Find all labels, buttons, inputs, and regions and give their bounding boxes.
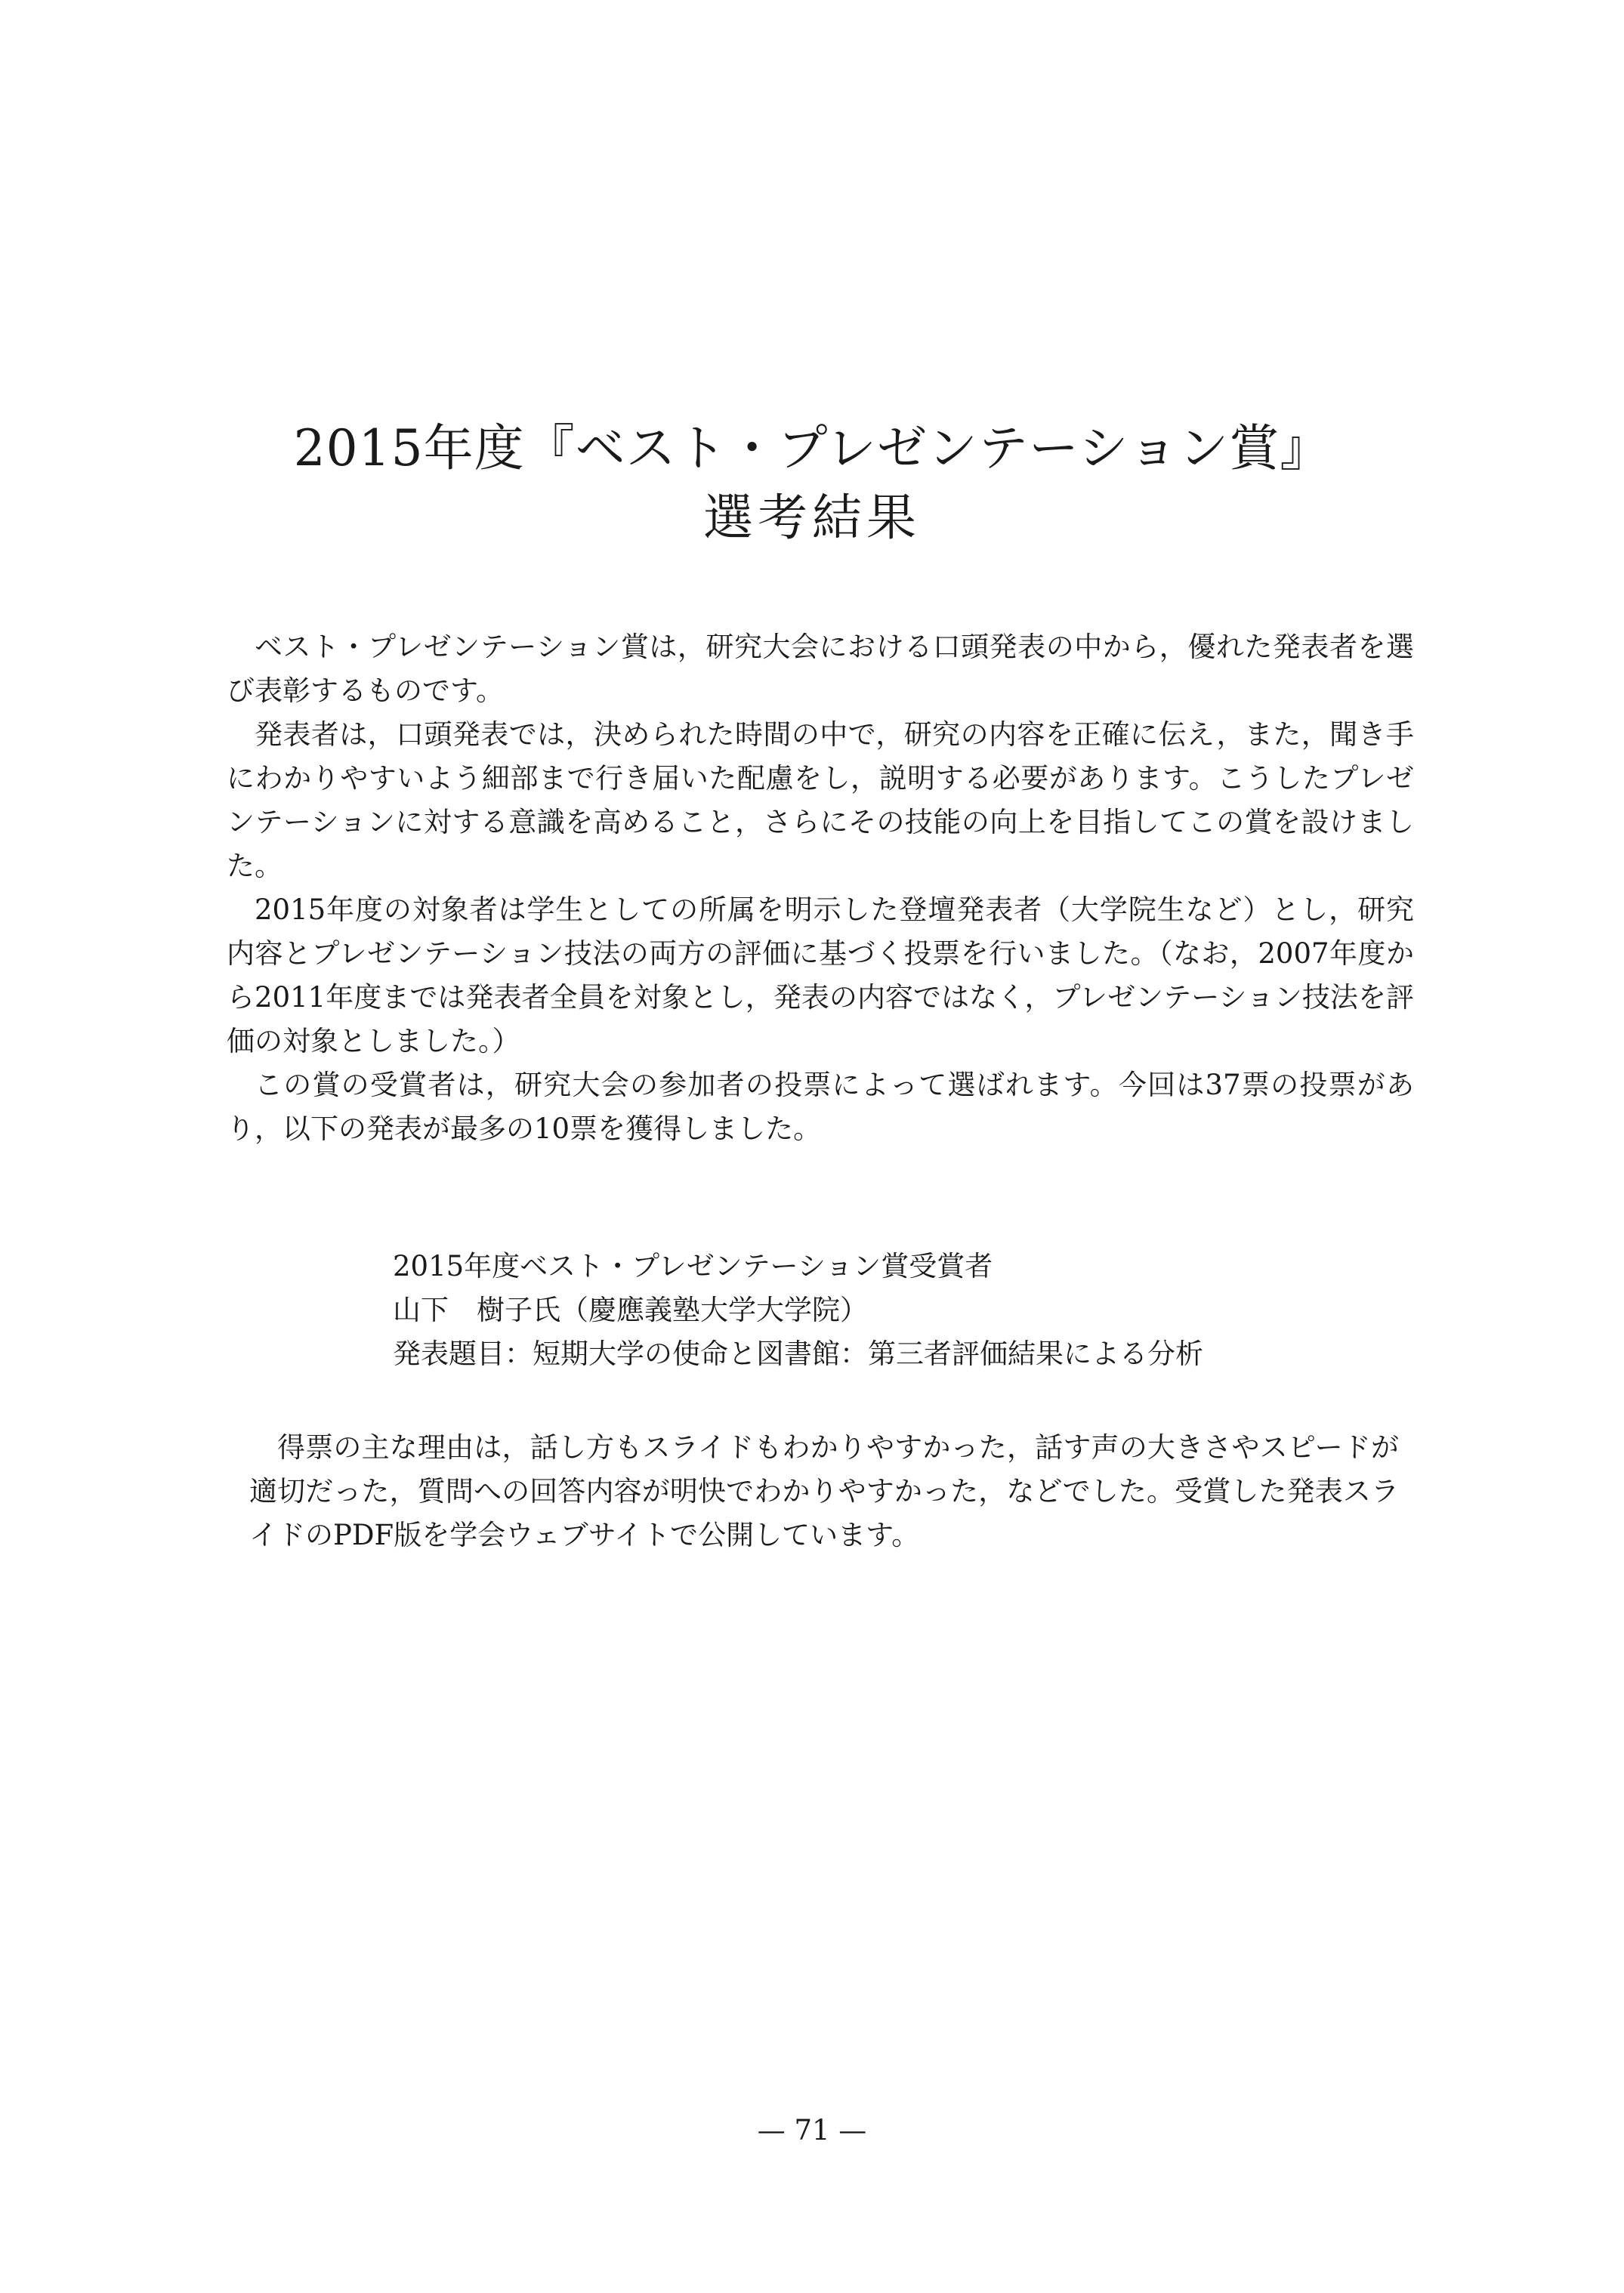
winner-name: 山下 樹子氏（慶應義塾大学大学院） [393,1294,868,1326]
reason-paragraph: 得票の主な理由は，話し方もスライドもわかりやすかった，話す声の大きさやスピードが適切だった，質問への回答内容が明快でわかりやすかった，などでした。受賞した発表スライドのPDF版を学会ウェブサイトで公開しています。 [249,1431,1399,1551]
title-block [0,414,1624,553]
body-paragraph: この賞の受賞者は，研究大会の参加者の投票によって選ばれます。今回は37票の投票があり，以下の発表が最多の10票を獲得しました。 [227,1069,1414,1145]
body-paragraph: ベスト・プレゼンテーション賞は，研究大会における口頭発表の中から，優れた発表者を選び表彰するものです。 [227,631,1414,707]
page-title: 2015年度『ベスト・プレゼンテーション賞』 [293,419,1331,477]
page-number: — 71 — [757,2114,867,2146]
body-paragraph: 2015年度の対象者は学生としての所属を明示した登壇発表者（大学院生など）とし，研究内容とプレゼンテーション技法の両方の評価に基づく投票を行いました。（なお，2007年度から2011年度までは発表者全員を対象とし，発表の内容ではなく，プレゼンテーション技法を評価の対象としました。） [227,893,1414,1057]
page-subtitle: 選考結果 [703,489,921,547]
winner-block [393,1245,1450,1376]
body-paragraph: 発表者は，口頭発表では，決められた時間の中で，研究の内容を正確に伝え，また，聞き手にわかりやすいよう細部まで行き届いた配慮をし，説明する必要があります。こうしたプレゼンテーションに対する意識を高めること，さらにその技能の向上を目指してこの賞を設けました。 [227,718,1414,882]
reason-block [249,1426,1399,1557]
winner-presentation-title: 発表題目：短期大学の使命と図書館：第三者評価結果による分析 [393,1338,1203,1370]
body-text [227,625,1414,1151]
winner-heading: 2015年度ベスト・プレゼンテーション賞受賞者 [393,1250,993,1282]
